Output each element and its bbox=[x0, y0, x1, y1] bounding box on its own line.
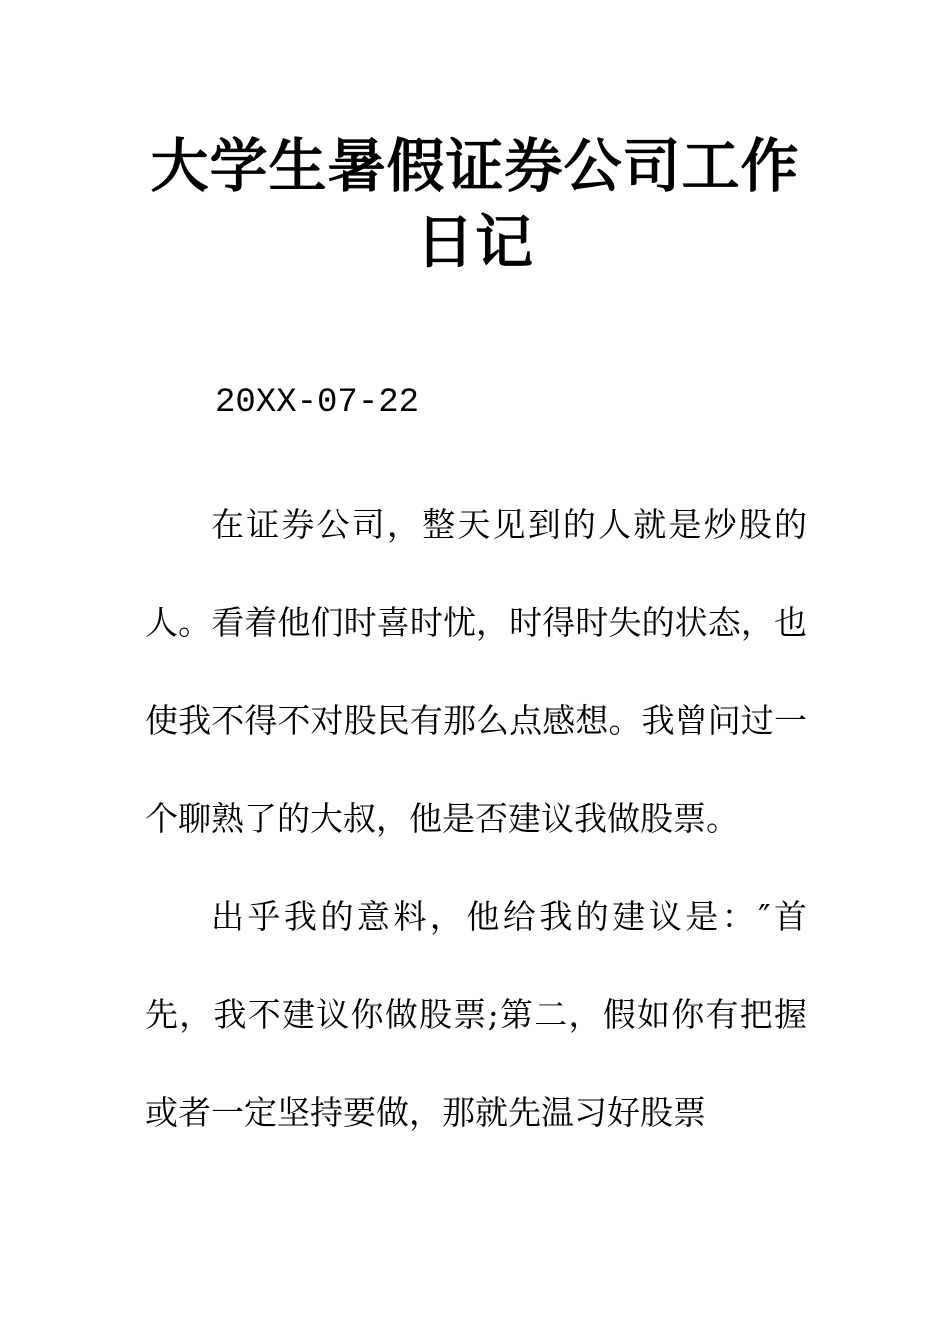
entry-date: 20XX-07-22 bbox=[215, 384, 420, 422]
document-title: 大学生暑假证券公司工作日记 bbox=[150, 132, 800, 276]
document-body bbox=[145, 378, 807, 1162]
paragraph-1: 在证券公司，整天见到的人就是炒股的人。看着他们时喜时忧，时得时失的状态，也使我不得不对股民有那么点感想。我曾问过一个聊熟了的大叔，他是否建议我做股票。 bbox=[145, 505, 807, 838]
paragraph-2: 出乎我的意料，他给我的建议是：″首先，我不建议你做股票;第二，假如你有把握或者一定坚持要做，那就先温习好股票 bbox=[145, 897, 807, 1132]
